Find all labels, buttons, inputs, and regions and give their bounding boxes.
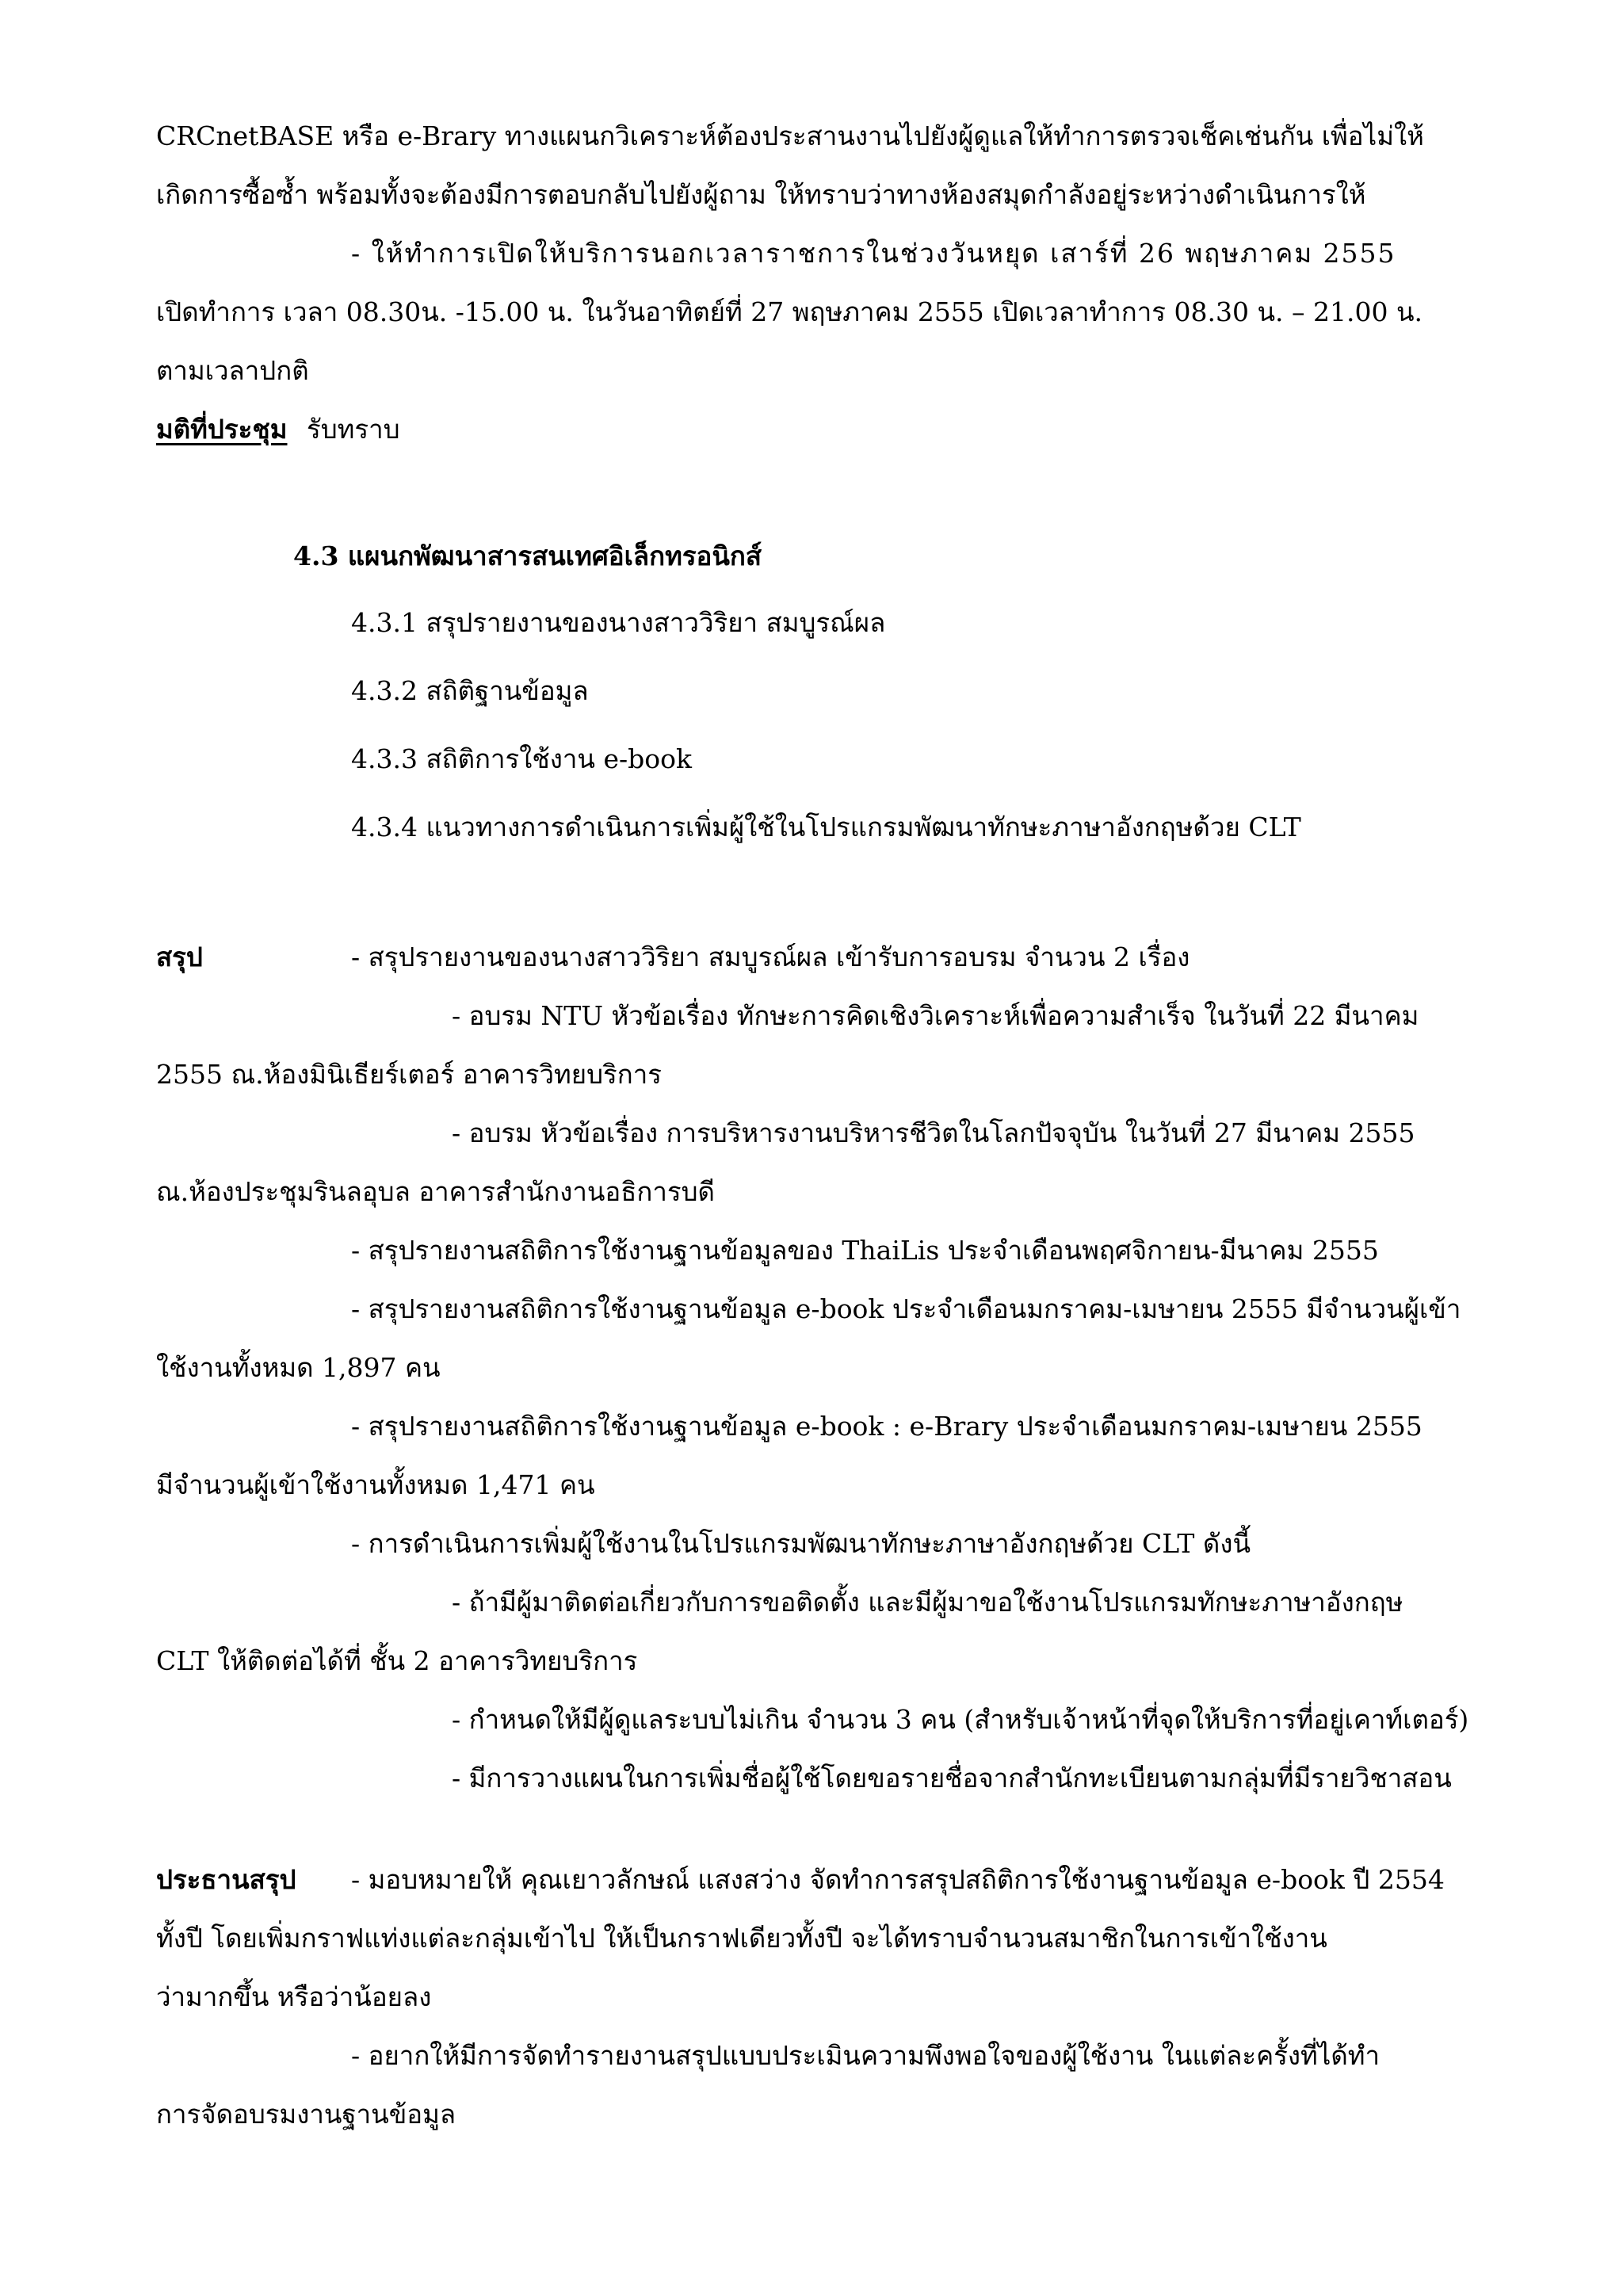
resolution-label: มติที่ประชุม [156, 414, 288, 445]
section-item-1: 4.3.1 สรุปรายงานของนางสาววิริยา สมบูรณ์ผล [351, 607, 886, 638]
summary-line-2: - อบรม NTU หัวข้อเรื่อง ทักษะการคิดเชิงวิเคราะห์เพื่อความสำเร็จ ในวันที่ 22 มีนาคม [452, 1000, 1419, 1031]
section-heading: 4.3 แผนกพัฒนาสารสนเทศอิเล็กทรอนิกส์ [293, 541, 762, 571]
intro-line-4: เปิดทำการ เวลา 08.30น. -15.00 น. ในวันอาทิตย์ที่ 27 พฤษภาคม 2555 เปิดเวลาทำการ 08.30 น. – 21.00 น. [156, 296, 1423, 327]
summary-label: สรุป [156, 942, 203, 972]
summary-line-9: - สรุปรายงานสถิติการใช้งานฐานข้อมูล e-book : e-Brary ประจำเดือนมกราคม-เมษายน 2555 [351, 1411, 1423, 1442]
section-item-3: 4.3.3 สถิติการใช้งาน e-book [351, 743, 692, 774]
summary-line-5: ณ.ห้องประชุมรินลอุบล อาคารสำนักงานอธิการบดี [156, 1176, 715, 1207]
resolution-text: รับทราบ [306, 414, 400, 445]
summary-line-13: CLT ให้ติดต่อได้ที่ ชั้น 2 อาคารวิทยบริการ [156, 1645, 638, 1676]
summary-line-6: - สรุปรายงานสถิติการใช้งานฐานข้อมูลของ ThaiLis ประจำเดือนพฤศจิกายน-มีนาคม 2555 [351, 1235, 1379, 1266]
intro-line-2: เกิดการซื้อซ้ำ พร้อมทั้งจะต้องมีการตอบกลับไปยังผู้ถาม ให้ทราบว่าทางห้องสมุดกำลังอยู่ระหว่างดำเนินการให้ [156, 179, 1366, 210]
resolution-line [156, 412, 400, 447]
chair-summary-line-3: ว่ามากขึ้น หรือว่าน้อยลง [156, 1981, 432, 2012]
section-item-4: 4.3.4 แนวทางการดำเนินการเพิ่มผู้ใช้ในโปรแกรมพัฒนาทักษะภาษาอังกฤษด้วย CLT [351, 812, 1301, 842]
summary-line-3: 2555 ณ.ห้องมินิเธียร์เตอร์ อาคารวิทยบริการ [156, 1059, 663, 1090]
section-item-2: 4.3.2 สถิติฐานข้อมูล [351, 675, 589, 706]
summary-line-8: ใช้งานทั้งหมด 1,897 คน [156, 1352, 441, 1383]
chair-summary-line-4: - อยากให้มีการจัดทำรายงานสรุปแบบประเมินความพึงพอใจของผู้ใช้งาน ในแต่ละครั้งที่ได้ทำ [351, 2040, 1381, 2071]
summary-line-10: มีจำนวนผู้เข้าใช้งานทั้งหมด 1,471 คน [156, 1469, 595, 1500]
chair-summary-line-5: การจัดอบรมงานฐานข้อมูล [156, 2099, 456, 2130]
summary-line-7: - สรุปรายงานสถิติการใช้งานฐานข้อมูล e-book ประจำเดือนมกราคม-เมษายน 2555 มีจำนวนผู้เข้า [351, 1293, 1461, 1324]
summary-line-12: - ถ้ามีผู้มาติดต่อเกี่ยวกับการขอติดตั้ง และมีผู้มาขอใช้งานโปรแกรมทักษะภาษาอังกฤษ [452, 1587, 1403, 1618]
summary-line-11: - การดำเนินการเพิ่มผู้ใช้งานในโปรแกรมพัฒนาทักษะภาษาอังกฤษด้วย CLT ดังนี้ [351, 1528, 1251, 1559]
intro-line-1: CRCnetBASE หรือ e-Brary ทางแผนกวิเคราะห์ต้องประสานงานไปยังผู้ดูแลให้ทำการตรวจเช็คเช่นกัน เพื่อไม่ให้ [156, 120, 1424, 151]
chair-summary-label: ประธานสรุป [156, 1864, 296, 1895]
summary-line-4: - อบรม หัวข้อเรื่อง การบริหารงานบริหารชีวิตในโลกปัจจุบัน ในวันที่ 27 มีนาคม 2555 [452, 1117, 1415, 1148]
summary-line-14: - กำหนดให้มีผู้ดูแลระบบไม่เกิน จำนวน 3 คน (สำหรับเจ้าหน้าที่จุดให้บริการที่อยู่เคาท์เตอร์) [452, 1704, 1469, 1735]
chair-summary-line-2: ทั้งปี โดยเพิ่มกราฟแท่งแต่ละกลุ่มเข้าไป ให้เป็นกราฟเดียวทั้งปี จะได้ทราบจำนวนสมาชิกในการเข้าใช้งาน [156, 1923, 1327, 1954]
intro-line-3: - ให้ทำการเปิดให้บริการนอกเวลาราชการในช่วงวันหยุด เสาร์ที่ 26 พฤษภาคม 2555 [351, 238, 1396, 269]
summary-line-1: - สรุปรายงานของนางสาววิริยา สมบูรณ์ผล เข้ารับการอบรม จำนวน 2 เรื่อง [351, 942, 1190, 972]
intro-line-5: ตามเวลาปกติ [156, 355, 309, 386]
summary-line-15: - มีการวางแผนในการเพิ่มชื่อผู้ใช้โดยขอรายชื่อจากสำนักทะเบียนตามกลุ่มที่มีรายวิชาสอน [452, 1763, 1452, 1794]
chair-summary-line-1: - มอบหมายให้ คุณเยาวลักษณ์ แสงสว่าง จัดทำการสรุปสถิติการใช้งานฐานข้อมูล e-book ปี 2554 [351, 1864, 1445, 1895]
